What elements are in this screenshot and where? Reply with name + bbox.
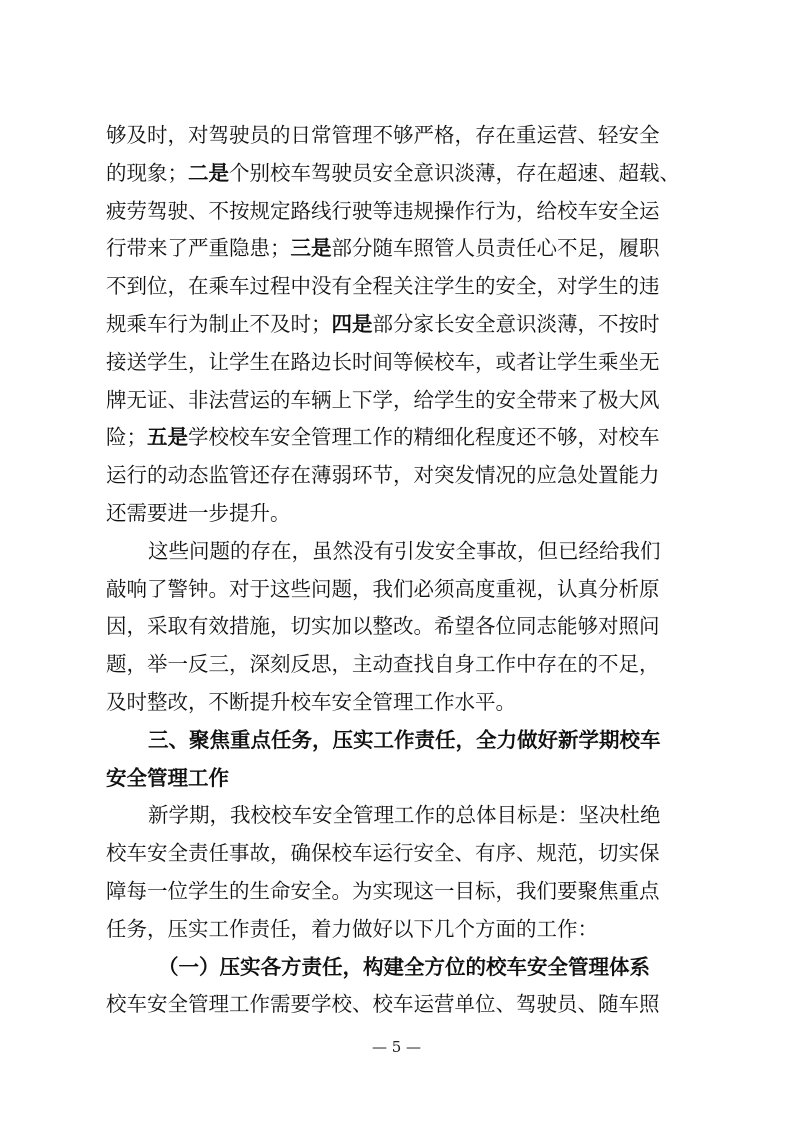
- text-line: 还需要进一步提升。: [106, 500, 291, 525]
- body-text: [106, 117, 688, 1024]
- text-line: 牌无证、非法营运的车辆上下学，给学生的安全带来了极大风: [106, 387, 660, 412]
- text-line: 不到位，在乘车过程中没有全程关注学生的安全，对学生的违: [106, 274, 660, 299]
- text-line: 规乘车行为制止不及时；四是部分家长安全意识淡薄，不按时: [106, 311, 660, 336]
- text-line: 障每一位学生的生命安全。为实现这一目标，我们要聚焦重点: [106, 878, 660, 903]
- text-line: 因，采取有效措施，切实加以整改。希望各位同志能够对照问: [106, 614, 660, 639]
- text-line: 任务，压实工作责任，着力做好以下几个方面的工作：: [106, 916, 598, 941]
- text-line: 接送学生，让学生在路边长时间等候校车，或者让学生乘坐无: [106, 349, 660, 374]
- text-line: 敲响了警钟。对于这些问题，我们必须高度重视，认真分析原: [106, 576, 660, 601]
- bold-marker: 四是: [331, 311, 373, 336]
- bold-marker: 二是: [188, 160, 229, 185]
- bold-marker: 三是: [290, 236, 332, 261]
- text-line: 题，举一反三，深刻反思，主动查找自身工作中存在的不足，: [106, 652, 660, 677]
- text-line: 险；五是学校校车安全管理工作的精细化程度还不够，对校车: [106, 425, 660, 450]
- text-line: 行带来了严重隐患；三是部分随车照管人员责任心不足，履职: [106, 236, 660, 261]
- bold-marker: 五是: [147, 425, 188, 450]
- subsection-heading: （一）压实各方责任，构建全方位的校车安全管理体系: [158, 954, 650, 979]
- section-heading: 安全管理工作: [106, 765, 229, 790]
- text-line: 运行的动态监管还存在薄弱环节，对突发情况的应急处置能力: [106, 463, 660, 488]
- text-line: 的现象；二是个别校车驾驶员安全意识淡薄，存在超速、超载、: [106, 160, 680, 185]
- text-line: 校车安全责任事故，确保校车运行安全、有序、规范，切实保: [106, 841, 660, 866]
- text-line: 够及时，对驾驶员的日常管理不够严格，存在重运营、轻安全: [106, 123, 660, 147]
- text-line: 新学期，我校校车安全管理工作的总体目标是：坚决杜绝: [148, 803, 661, 828]
- section-heading: 三、聚焦重点任务，压实工作责任，全力做好新学期校车: [148, 727, 661, 752]
- page-number: — 5 —: [371, 1038, 422, 1056]
- text-line: 及时整改，不断提升校车安全管理工作水平。: [106, 689, 516, 714]
- text-line: 校车安全管理工作需要学校、校车运营单位、驾驶员、随车照: [106, 992, 660, 1017]
- text-line: 这些问题的存在，虽然没有引发安全事故，但已经给我们: [148, 538, 661, 563]
- text-line: 疲劳驾驶、不按规定路线行驶等违规操作行为，给校车安全运: [106, 198, 660, 223]
